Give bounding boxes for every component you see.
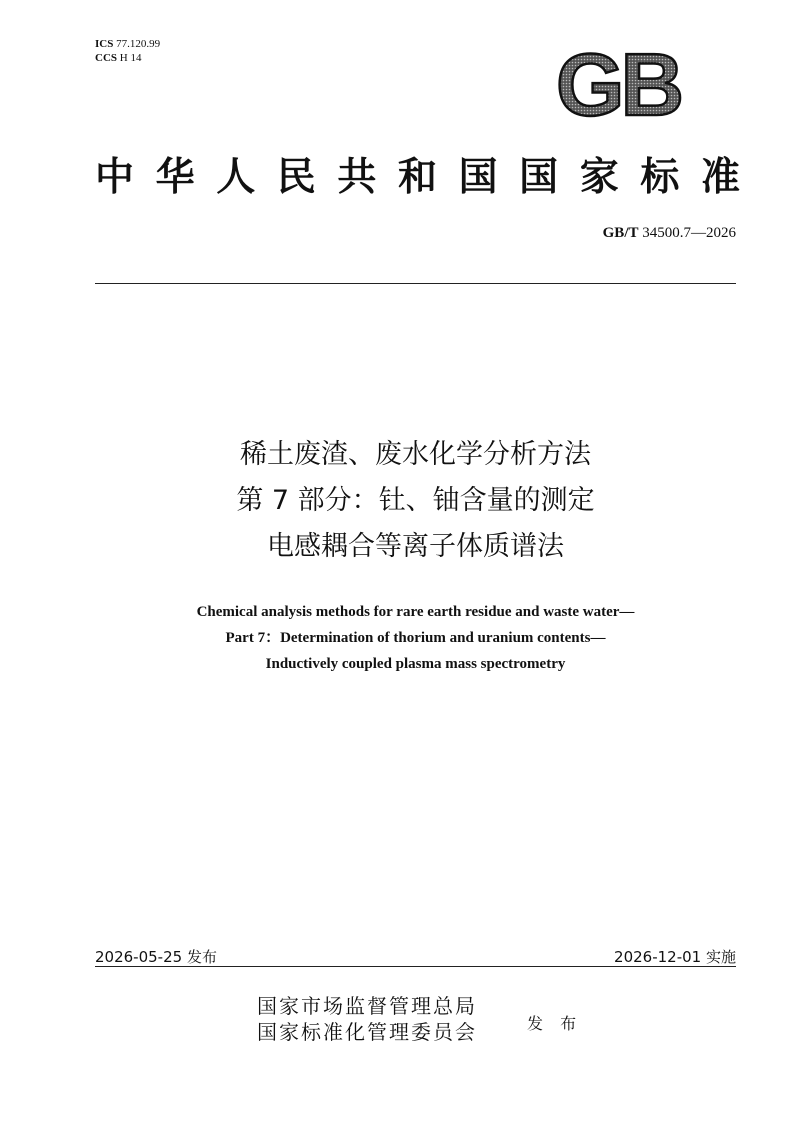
chinese-title-line: 稀土废渣、废水化学分析方法 xyxy=(240,439,591,470)
english-title-line: Chemical analysis methods for rare earth residue and waste water— xyxy=(196,604,635,620)
english-title xyxy=(95,599,736,677)
title-char: 和 xyxy=(397,154,437,200)
issuer-line: 国家标准化管理委员会 xyxy=(257,1020,477,1044)
gb-logo xyxy=(538,43,698,123)
english-title-line: Inductively coupled plasma mass spectrometry xyxy=(265,656,566,672)
title-char: 民 xyxy=(276,154,316,200)
title-char: 准 xyxy=(700,154,740,200)
title-char: 国 xyxy=(519,154,559,200)
title-char: 国 xyxy=(458,154,498,200)
title-char: 中 xyxy=(95,154,135,200)
gb-logo-text: GB xyxy=(556,43,680,123)
standard-category-title xyxy=(95,146,740,202)
standard-number-prefix: GB/T xyxy=(602,225,639,241)
classification-codes xyxy=(95,37,160,65)
chinese-title-line: 第 7 部分：钍、铀含量的测定 xyxy=(236,485,595,516)
publish-label: 发 布 xyxy=(527,1014,583,1033)
title-char: 标 xyxy=(640,154,680,200)
ccs-code xyxy=(95,51,160,65)
title-char: 家 xyxy=(579,154,619,200)
bottom-divider xyxy=(95,966,736,967)
english-title-line: Part 7：Determination of thorium and uranium contents— xyxy=(225,630,606,646)
title-char: 人 xyxy=(216,154,256,200)
title-char: 华 xyxy=(155,154,195,200)
ics-value: 77.120.99 xyxy=(116,38,161,50)
issuing-authorities xyxy=(257,993,477,1045)
title-char: 共 xyxy=(337,154,377,200)
chinese-title-line: 电感耦合等离子体质谱法 xyxy=(267,531,564,562)
ccs-value: H 14 xyxy=(119,52,142,64)
top-divider xyxy=(95,283,736,284)
ics-code xyxy=(95,37,160,51)
issue-date: 2026-05-25 发布 xyxy=(95,948,217,966)
ccs-label: CCS xyxy=(95,52,118,64)
issuer-line: 国家市场监督管理总局 xyxy=(257,994,477,1018)
implementation-date: 2026-12-01 实施 xyxy=(614,948,736,966)
ics-label: ICS xyxy=(95,38,114,50)
standard-number xyxy=(603,225,736,242)
chinese-title xyxy=(95,432,736,570)
standard-number-value: 34500.7—2026 xyxy=(642,225,736,241)
